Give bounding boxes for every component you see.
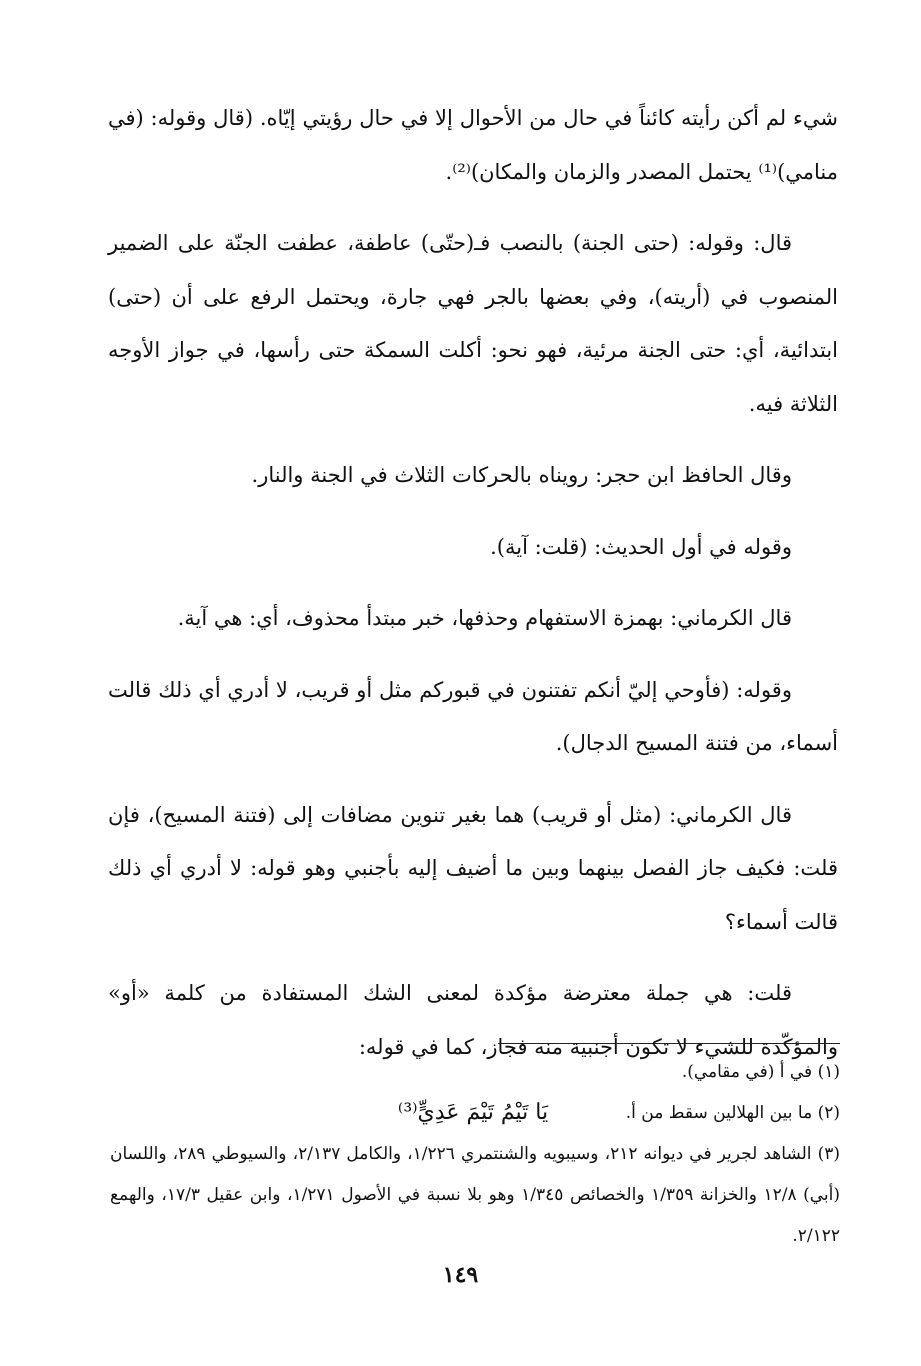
footnote-1: (١) في أ (في مقامي). xyxy=(681,1062,840,1082)
paragraph-5: قال الكرماني: بهمزة الاستفهام وحذفها، خبر مبتدأ محذوف، أي: هي آية. xyxy=(177,606,792,630)
poem-line: يَا تَيْمُ تَيْمَ عَدِيٍّ⁽³⁾ xyxy=(397,1100,549,1125)
paragraph-7: قال الكرماني: (مثل أو قريب) هما بغير تنوين مضافات إلى (فتنة المسيح)، فإن قلت: فكيف جاز الفصل بينهما وبين ما أضيف إليه بأجنبي وهو قوله: لا أدري أي ذلك قالت أسماء؟ xyxy=(108,802,838,934)
footnotes xyxy=(110,1052,840,1257)
body-text xyxy=(108,92,838,1140)
footnote-2: (٢) ما بين الهلالين سقط من أ. xyxy=(625,1103,840,1123)
paragraph-1: شيء لم أكن رأيته كائناً في حال من الأحوال إلا في حال رؤيتي إيّاه. (قال وقوله: (في منامي)⁽¹⁾ يحتمل المصدر والزمان والمكان)⁽²⁾. xyxy=(108,106,838,184)
footnote-separator xyxy=(498,1043,840,1044)
paragraph-6: وقوله: (فأوحي إليّ أنكم تفتنون في قبوركم مثل أو قريب، لا أدري أي ذلك قالت أسماء، من فتنة المسيح الدجال). xyxy=(108,677,838,755)
paragraph-8: قلت: هي جملة معترضة مؤكدة لمعنى الشك المستفادة من كلمة «أو» والمؤكّدة للشيء لا تكون أجنبية منه فجاز، كما في قوله: xyxy=(108,981,838,1059)
paragraph-4: وقوله في أول الحديث: (قلت: آية). xyxy=(490,534,792,559)
paragraph-2: قال: وقوله: (حتى الجنة) بالنصب فـ(حتّى) عاطفة، عطفت الجنّة على الضمير المنصوب في (أريته)، وفي بعضها بالجر فهي جارة، ويحتمل الرفع على أن (حتى) ابتدائية، أي: حتى الجنة مرئية، فهو نحو: أكلت السمكة حتى رأسها، في جواز الأوجه الثلاثة فيه. xyxy=(108,231,838,416)
paragraph-3: وقال الحافظ ابن حجر: رويناه بالحركات الثلاث في الجنة والنار. xyxy=(251,463,792,487)
page-number: ١٤٩ xyxy=(442,1262,479,1288)
footnote-3: (٣) الشاهد لجرير في ديوانه ٢١٢، وسيبويه والشنتمري ١/٢٢٦، والكامل ٢/١٣٧، والسيوطي ٢٨٩، واللسان (أبي) ١٢/٨ والخزانة ١/٣٥٩ والخصائص ١/٣٤٥ وهو بلا نسبة في الأصول ١/٢٧١، وابن عقيل ١٧/٣، والهمع ٢/١٢٢. xyxy=(110,1144,841,1246)
